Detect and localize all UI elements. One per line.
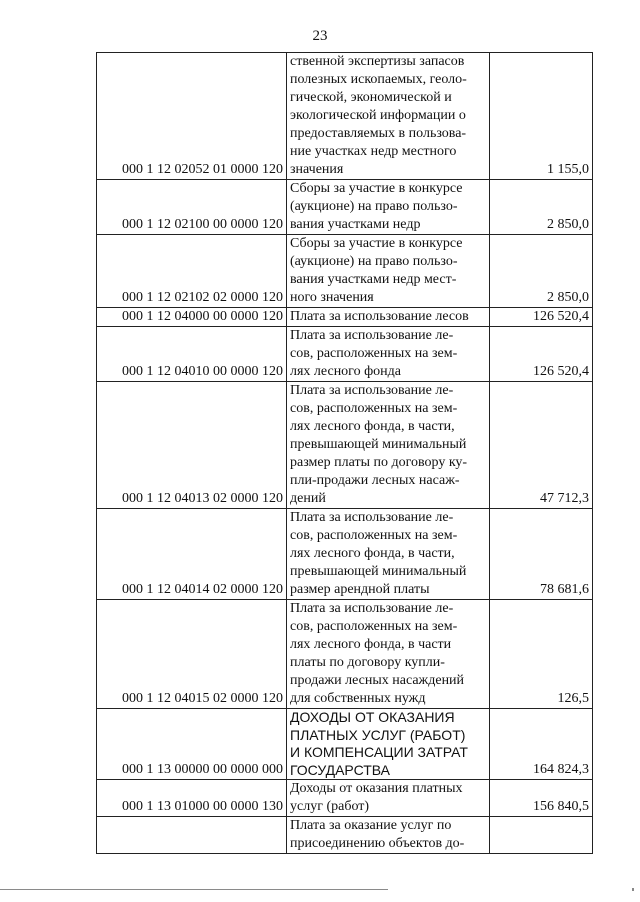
budget-code-cell: 000 1 12 04015 02 0000 120 [97, 600, 287, 709]
revenue-table [96, 52, 593, 854]
budget-code-cell [97, 817, 287, 854]
budget-code-cell: 000 1 13 01000 00 0000 130 [97, 780, 287, 817]
revenue-name-line: Сборы за участие в конкурсе [290, 236, 463, 251]
budget-code-cell: 000 1 12 04013 02 0000 120 [97, 382, 287, 509]
revenue-name-line: экологической информации о [290, 108, 466, 123]
revenue-name-line: лях лесного фонда, в части, [290, 419, 455, 434]
revenue-name-line: гической, экономической и [290, 90, 452, 105]
revenue-name-line: Плата за использование ле- [290, 328, 454, 343]
scan-artifact-line [0, 889, 388, 890]
amount-cell: 1 155,0 [490, 53, 593, 180]
amount-cell: 78 681,6 [490, 509, 593, 600]
revenue-name-line: ного значения [290, 290, 374, 305]
amount-cell: 2 850,0 [490, 180, 593, 235]
revenue-name-line: Плата за оказание услуг по [290, 818, 452, 833]
amount-cell: 156 840,5 [490, 780, 593, 817]
revenue-name-line: полезных ископаемых, геоло- [290, 72, 467, 87]
budget-code-cell: 000 1 12 02102 02 0000 120 [97, 235, 287, 308]
revenue-name-line: ГОСУДАРСТВА [290, 761, 391, 778]
amount-cell: 126,5 [490, 600, 593, 709]
amount-cell: 126 520,4 [490, 308, 593, 327]
table-row [97, 709, 593, 780]
revenue-name-cell [287, 709, 490, 780]
budget-code-cell: 000 1 12 02100 00 0000 120 [97, 180, 287, 235]
revenue-name-line: дений [290, 491, 326, 506]
revenue-name-cell [287, 509, 490, 600]
revenue-name-line: ственной экспертизы запасов [290, 54, 465, 69]
revenue-name-line: сов, расположенных на зем- [290, 619, 458, 634]
table-row [97, 53, 593, 180]
table-row [97, 327, 593, 382]
page-number: 23 [312, 28, 328, 44]
revenue-name-line: пли-продажи лесных насаж- [290, 473, 460, 488]
revenue-name-line: превышающей минимальный [290, 437, 467, 452]
revenue-name-cell [287, 780, 490, 817]
table-row [97, 509, 593, 600]
amount-cell [490, 817, 593, 854]
revenue-name-line: ние участках недр местного [290, 144, 457, 159]
revenue-name-cell [287, 180, 490, 235]
revenue-table-body [97, 53, 593, 854]
revenue-name-line: значения [290, 162, 344, 177]
revenue-name-cell [287, 235, 490, 308]
revenue-name-line: Плата за использование ле- [290, 510, 454, 525]
revenue-name-line: Плата за использование ле- [290, 383, 454, 398]
revenue-name-line: Плата за использование ле- [290, 601, 454, 616]
revenue-name-line: ДОХОДЫ ОТ ОКАЗАНИЯ [290, 709, 455, 725]
revenue-name-cell [287, 327, 490, 382]
revenue-name-line: ПЛАТНЫХ УСЛУГ (РАБОТ) [290, 726, 466, 743]
revenue-name-line: Плата за использование лесов [290, 309, 469, 324]
table-row [97, 308, 593, 327]
amount-cell: 47 712,3 [490, 382, 593, 509]
revenue-name-line: услуг (работ) [290, 799, 370, 814]
budget-code-cell: 000 1 12 04014 02 0000 120 [97, 509, 287, 600]
revenue-name-line: превышающей минимальный [290, 564, 467, 579]
revenue-name-line: вания участками недр мест- [290, 272, 457, 287]
table-row [97, 817, 593, 854]
revenue-name-line: продажи лесных насаждений [290, 673, 465, 688]
table-row [97, 600, 593, 709]
revenue-name-cell [287, 308, 490, 327]
revenue-name-cell [287, 817, 490, 854]
revenue-name-line: сов, расположенных на зем- [290, 401, 458, 416]
revenue-name-line: размер арендной платы [290, 582, 430, 597]
revenue-name-line: лях лесного фонда, в части [290, 637, 452, 652]
amount-cell: 2 850,0 [490, 235, 593, 308]
table-row [97, 382, 593, 509]
revenue-name-line: вания участками недр [290, 217, 421, 232]
amount-cell: 164 824,3 [490, 709, 593, 780]
revenue-name-cell [287, 600, 490, 709]
revenue-name-line: И КОМПЕНСАЦИИ ЗАТРАТ [290, 744, 468, 760]
scan-artifact-dot [632, 888, 634, 891]
revenue-name-line: сов, расположенных на зем- [290, 346, 458, 361]
revenue-name-line: (аукционе) на право пользо- [290, 199, 458, 214]
table-row [97, 180, 593, 235]
budget-code-cell: 000 1 12 04000 00 0000 120 [97, 308, 287, 327]
budget-code-cell: 000 1 12 04010 00 0000 120 [97, 327, 287, 382]
table-row [97, 780, 593, 817]
budget-code-cell: 000 1 13 00000 00 0000 000 [97, 709, 287, 780]
revenue-name-line: присоединению объектов до- [290, 836, 465, 851]
revenue-name-line: Доходы от оказания платных [290, 781, 463, 796]
revenue-name-line: лях лесного фонда, в части, [290, 546, 455, 561]
revenue-name-cell [287, 382, 490, 509]
revenue-name-line: для собственных нужд [290, 691, 426, 706]
budget-code-cell: 000 1 12 02052 01 0000 120 [97, 53, 287, 180]
revenue-name-line: лях лесного фонда [290, 364, 401, 379]
revenue-name-line: сов, расположенных на зем- [290, 528, 458, 543]
revenue-name-line: предоставляемых в пользова- [290, 126, 467, 141]
revenue-name-line: Сборы за участие в конкурсе [290, 181, 463, 196]
table-row [97, 235, 593, 308]
revenue-name-line: (аукционе) на право пользо- [290, 254, 458, 269]
revenue-name-line: размер платы по договору ку- [290, 455, 468, 470]
revenue-name-line: платы по договору купли- [290, 655, 445, 670]
amount-cell: 126 520,4 [490, 327, 593, 382]
revenue-name-cell [287, 53, 490, 180]
